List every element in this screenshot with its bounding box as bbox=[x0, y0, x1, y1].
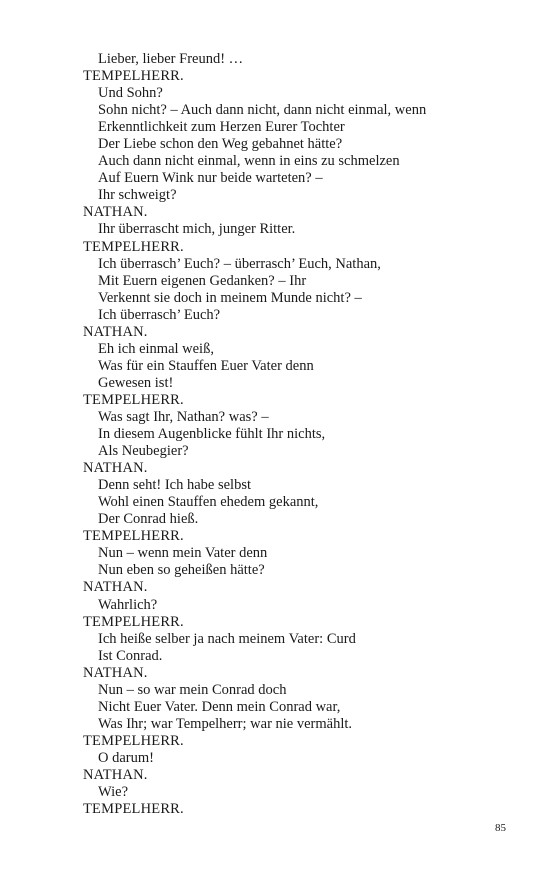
verse-line: In diesem Augenblicke fühlt Ihr nichts, bbox=[98, 426, 326, 443]
verse-line: Ist Conrad. bbox=[98, 647, 163, 664]
speaker-name: TEMPELHERR. bbox=[83, 528, 184, 545]
speaker-name: NATHAN. bbox=[83, 579, 148, 596]
verse-line: Was Ihr; war Tempelherr; war nie vermählt. bbox=[98, 715, 353, 732]
speaker-name: TEMPELHERR. bbox=[83, 801, 184, 818]
verse-line: Ich heiße selber ja nach meinem Vater: Curd bbox=[98, 630, 356, 647]
speaker-name: NATHAN. bbox=[83, 664, 148, 681]
verse-line: Gewesen ist! bbox=[98, 374, 174, 391]
speaker-name: NATHAN. bbox=[83, 460, 148, 477]
verse-line: Wahrlich? bbox=[98, 596, 158, 613]
speaker-name: TEMPELHERR. bbox=[83, 68, 184, 85]
verse-line: O darum! bbox=[98, 749, 154, 766]
verse-line: Auch dann nicht einmal, wenn in eins zu schmelzen bbox=[98, 153, 400, 170]
verse-line: Wohl einen Stauffen ehedem gekannt, bbox=[98, 494, 319, 511]
verse-line: Wie? bbox=[98, 784, 129, 801]
verse-line: Was für ein Stauffen Euer Vater denn bbox=[98, 357, 314, 374]
verse-line: Nun eben so geheißen hätte? bbox=[98, 562, 265, 579]
verse-line: Nun – so war mein Conrad doch bbox=[98, 681, 287, 698]
verse-line: Erkenntlichkeit zum Herzen Eurer Tochter bbox=[98, 119, 345, 136]
verse-line: Sohn nicht? – Auch dann nicht, dann nicht einmal, wenn bbox=[98, 102, 427, 119]
verse-line: Als Neubegier? bbox=[98, 443, 189, 460]
verse-line: Verkennt sie doch in meinem Munde nicht? – bbox=[98, 289, 362, 306]
verse-line: Lieber, lieber Freund! … bbox=[98, 51, 244, 67]
verse-line: Der Liebe schon den Weg gebahnet hätte? bbox=[98, 136, 343, 153]
speaker-name: TEMPELHERR. bbox=[83, 613, 184, 630]
verse-line: Nun – wenn mein Vater denn bbox=[98, 545, 268, 562]
speaker-name: NATHAN. bbox=[83, 323, 148, 340]
speaker-name: TEMPELHERR. bbox=[83, 238, 184, 255]
verse-line: Nicht Euer Vater. Denn mein Conrad war, bbox=[98, 698, 341, 715]
speaker-name: NATHAN. bbox=[83, 204, 148, 221]
verse-line: Ihr schweigt? bbox=[98, 187, 177, 204]
verse-line: Denn seht! Ich habe selbst bbox=[98, 477, 252, 494]
verse-line: Mit Euern eigenen Gedanken? – Ihr bbox=[98, 272, 307, 289]
verse-line: Ich überrasch’ Euch? bbox=[98, 306, 221, 323]
verse-line: Auf Euern Wink nur beide warteten? – bbox=[98, 170, 323, 187]
verse-line: Und Sohn? bbox=[98, 85, 163, 102]
page-number: 85 bbox=[495, 822, 506, 834]
verse-line: Was sagt Ihr, Nathan? was? – bbox=[98, 408, 269, 425]
verse-line: Eh ich einmal weiß, bbox=[98, 340, 214, 357]
speaker-name: NATHAN. bbox=[83, 766, 148, 783]
verse-line: Der Conrad hieß. bbox=[98, 511, 199, 528]
play-text bbox=[83, 51, 523, 818]
verse-line: Ich überrasch’ Euch? – überrasch’ Euch, Nathan, bbox=[98, 255, 381, 272]
verse-line: Ihr überrascht mich, junger Ritter. bbox=[98, 221, 296, 238]
speaker-name: TEMPELHERR. bbox=[83, 391, 184, 408]
speaker-name: TEMPELHERR. bbox=[83, 732, 184, 749]
